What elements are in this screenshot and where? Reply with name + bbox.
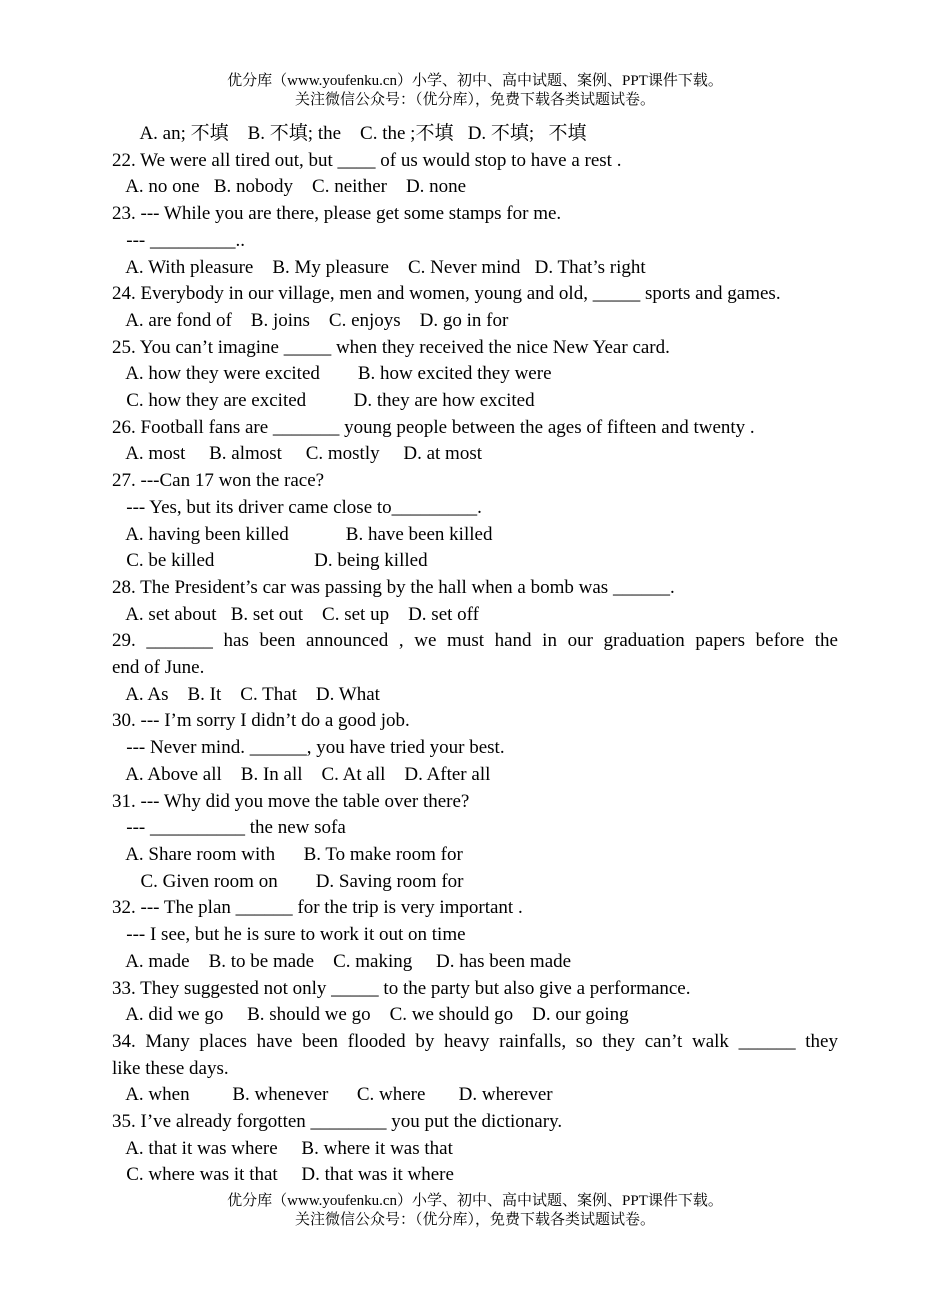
options-24: A. are fond of B. joins C. enjoys D. go in for: [112, 309, 509, 331]
question-30: 30. --- I’m sorry I didn’t do a good job.: [112, 710, 410, 732]
options-33: A. did we go B. should we go C. we should go D. our going: [112, 1004, 629, 1026]
question-29-cont: end of June.: [112, 657, 205, 679]
question-33: 33. They suggested not only _____ to the party but also give a performance.: [112, 977, 691, 999]
question-34: 34. Many places have been flooded by heavy rainfalls, so they can’t walk ______ they: [112, 1030, 838, 1052]
options-30: A. Above all B. In all C. At all D. After all: [112, 763, 491, 785]
question-34-cont: like these days.: [112, 1057, 229, 1079]
options-21: A. an; 不填 B. 不填; the C. the ;不填 D. 不填; 不填: [112, 123, 587, 144]
options-22: A. no one B. nobody C. neither D. none: [112, 176, 467, 198]
question-25: 25. You can’t imagine _____ when they received the nice New Year card.: [112, 336, 670, 358]
question-32: 32. --- The plan ______ for the trip is very important .: [112, 897, 523, 919]
question-31: 31. --- Why did you move the table over there?: [112, 790, 470, 812]
question-27-reply: --- Yes, but its driver came close to_________.: [112, 496, 482, 518]
exercise-body: [112, 121, 838, 1189]
header-line-2: 关注微信公众号：（优分库），免费下载各类试题试卷。: [294, 92, 655, 108]
options-23: A. With pleasure B. My pleasure C. Never mind D. That’s right: [112, 256, 646, 278]
options-27-ab: A. having been killed B. have been killed: [112, 523, 493, 545]
question-26: 26. Football fans are _______ young people between the ages of fifteen and twenty .: [112, 416, 755, 438]
page-footer: [0, 1192, 950, 1230]
question-32-reply: --- I see, but he is sure to work it out on time: [112, 924, 466, 946]
options-32: A. made B. to be made C. making D. has been made: [112, 950, 572, 972]
question-31-reply: --- __________ the new sofa: [112, 817, 346, 839]
question-24: 24. Everybody in our village, men and women, young and old, _____ sports and games.: [112, 283, 781, 305]
options-34: A. when B. whenever C. where D. wherever: [112, 1084, 553, 1106]
options-31-ab: A. Share room with B. To make room for: [112, 843, 463, 865]
question-29: 29. _______ has been announced , we must hand in our graduation papers before the: [112, 630, 838, 652]
question-27: 27. ---Can 17 won the race?: [112, 470, 325, 492]
question-22: 22. We were all tired out, but ____ of us would stop to have a rest .: [112, 149, 622, 171]
footer-line-2: 关注微信公众号：（优分库），免费下载各类试题试卷。: [294, 1212, 655, 1228]
options-35-ab: A. that it was where B. where it was that: [112, 1137, 453, 1159]
question-35: 35. I’ve already forgotten ________ you put the dictionary.: [112, 1111, 563, 1133]
question-23-reply: --- _________..: [112, 229, 245, 251]
question-30-reply: --- Never mind. ______, you have tried your best.: [112, 737, 505, 759]
options-29: A. As B. It C. That D. What: [112, 683, 380, 705]
options-28: A. set about B. set out C. set up D. set off: [112, 603, 479, 625]
options-31-cd: C. Given room on D. Saving room for: [112, 870, 464, 892]
footer-line-1: 优分库（www.youfenku.cn）小学、初中、高中试题、案例、PPT课件下载。: [227, 1193, 723, 1209]
header-line-1: 优分库（www.youfenku.cn）小学、初中、高中试题、案例、PPT课件下载。: [227, 73, 723, 89]
page-header-top: [0, 72, 950, 110]
question-23: 23. --- While you are there, please get some stamps for me.: [112, 203, 562, 225]
options-25-ab: A. how they were excited B. how excited they were: [112, 363, 552, 385]
options-25-cd: C. how they are excited D. they are how excited: [112, 390, 535, 412]
options-26: A. most B. almost C. mostly D. at most: [112, 443, 482, 465]
options-27-cd: C. be killed D. being killed: [112, 550, 428, 572]
question-28: 28. The President’s car was passing by the hall when a bomb was ______.: [112, 576, 675, 598]
options-35-cd: C. where was it that D. that was it where: [112, 1164, 454, 1186]
